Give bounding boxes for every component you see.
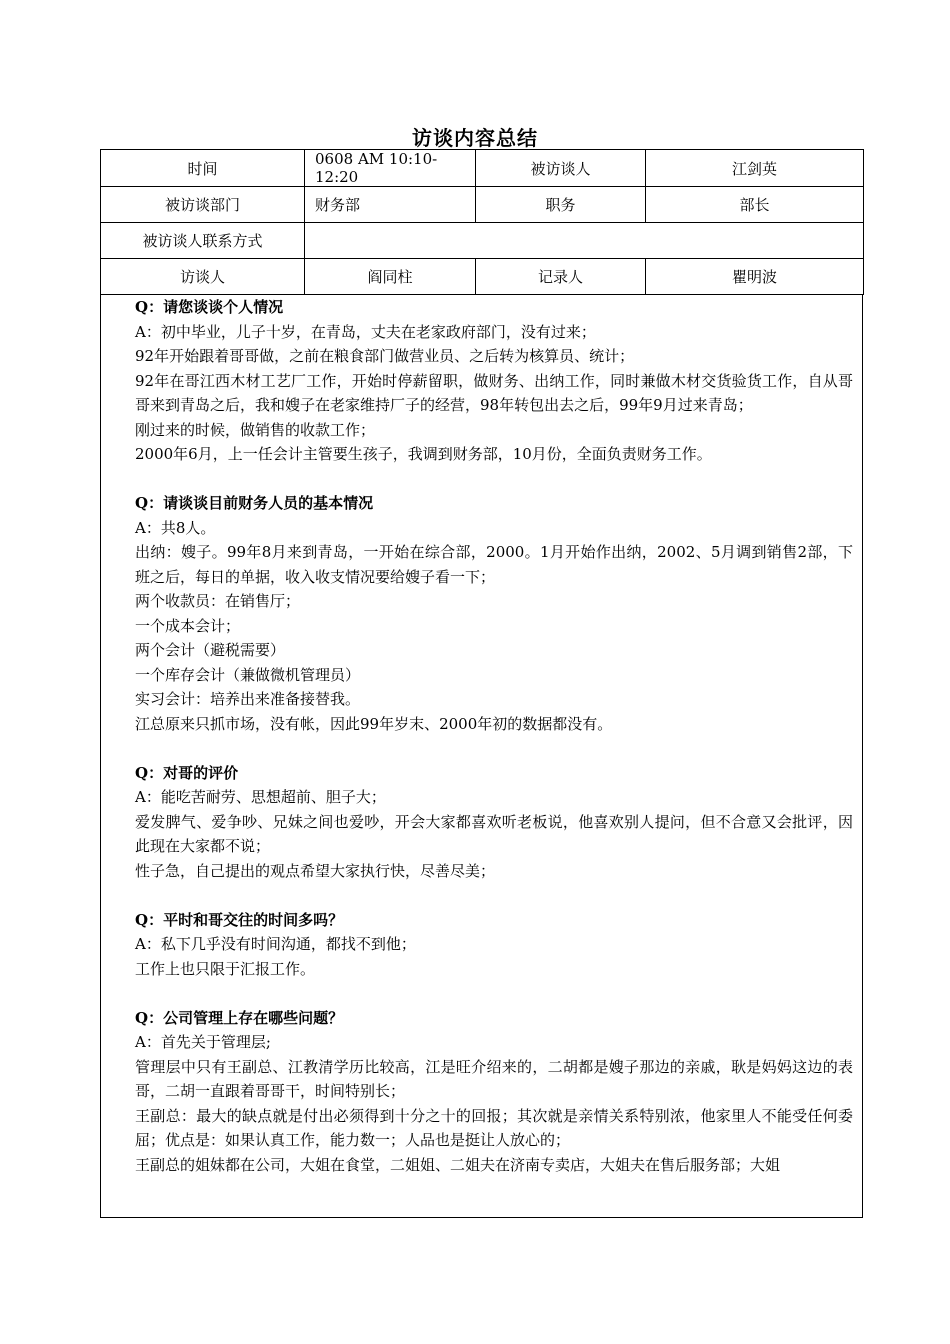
qa-block-management <box>135 1006 853 1178</box>
answer-line: 管理层中只有王副总、江教清学历比较高，江是旺介绍来的，二胡都是嫂子那边的亲戚，耿是妈妈这边的表哥，二胡一直跟着哥哥干，时间特别长； <box>135 1057 853 1100</box>
interviewee-label: 被访谈人 <box>476 150 646 187</box>
answer-line: 两个会计（避税需要） <box>135 641 286 659</box>
answer-line: A：能吃苦耐劳、思想超前、胆子大； <box>135 788 386 806</box>
question: Q：请您谈谈个人情况 <box>135 298 284 316</box>
answer-line: 王副总：最大的缺点就是付出必须得到十分之十的回报；其次就是亲情关系特别浓，他家里人不能受任何委屈；优点是：如果认真工作，能力数一；人品也是挺让人放心的； <box>135 1106 853 1149</box>
answer-line: 性子急，自己提出的观点希望大家执行快，尽善尽美； <box>135 861 496 880</box>
interviewer-value: 阎同柱 <box>305 259 476 295</box>
info-row-dept <box>101 187 864 223</box>
answer-line: A：私下几乎没有时间沟通，都找不到他； <box>135 935 416 953</box>
position-value: 部长 <box>646 187 864 223</box>
info-row-contact <box>101 223 864 259</box>
dept-label: 被访谈部门 <box>101 187 305 223</box>
info-table <box>100 149 864 295</box>
position-label: 职务 <box>476 187 646 223</box>
recorder-label: 记录人 <box>476 259 646 295</box>
answer-line: 出纳：嫂子。99年8月来到青岛，一开始在综合部，2000。1月开始作出纳，2002、5月调到销售2部，下班之后，每日的单据，收入收支情况要给嫂子看一下； <box>135 543 853 586</box>
answer-line: 爱发脾气、爱争吵、兄妹之间也爱吵，开会大家都喜欢听老板说，他喜欢别人提问，但不合意又会批评，因此现在大家都不说； <box>135 812 853 855</box>
dept-value: 财务部 <box>305 187 476 223</box>
contact-value <box>305 223 864 259</box>
interview-content <box>100 295 863 1218</box>
answer-line: 92年在哥江西木材工艺厂工作，开始时停薪留职，做财务、出纳工作，同时兼做木材交货验货工作，自从哥哥来到青岛之后，我和嫂子在老家维持厂子的经营，98年转包出去之后，99年9月过来青岛； <box>135 371 853 414</box>
answer-line: 工作上也只限于汇报工作。 <box>135 959 316 978</box>
answer-line: A：首先关于管理层; <box>135 1033 271 1051</box>
answer-line: 2000年6月，上一任会计主管要生孩子，我调到财务部，10月份，全面负责财务工作。 <box>135 445 712 463</box>
info-row-time <box>101 150 864 187</box>
interviewee-value: 江剑英 <box>646 150 864 187</box>
answer-line: 92年开始跟着哥哥做，之前在粮食部门做营业员、之后转为核算员、统计； <box>135 347 635 365</box>
answer-line: 实习会计：培养出来准备接替我。 <box>135 690 361 708</box>
answer-line: A：共8人。 <box>135 518 216 537</box>
answer-line: 两个收款员：在销售厅； <box>135 592 301 610</box>
page-title: 访谈内容总结 <box>412 126 538 150</box>
answer-line: A：初中毕业，儿子十岁，在青岛，丈夫在老家政府部门，没有过来； <box>135 322 596 341</box>
answer-line: 王副总的姐妹都在公司，大姐在食堂，二姐姐、二姐夫在济南专卖店，大姐夫在售后服务部；大姐 <box>135 1155 781 1174</box>
info-row-people <box>101 259 864 295</box>
answer-line: 刚过来的时候，做销售的收款工作； <box>135 420 376 439</box>
answer-line: 一个库存会计（兼做微机管理员） <box>135 665 361 684</box>
qa-block-personal <box>135 295 853 467</box>
answer-line: 一个成本会计； <box>135 616 241 635</box>
contact-label: 被访谈人联系方式 <box>101 223 305 259</box>
answer-line: 江总原来只抓市场，没有帐，因此99年岁末、2000年初的数据都没有。 <box>135 714 613 733</box>
qa-block-staff <box>135 491 853 736</box>
question: Q：请谈谈目前财务人员的基本情况 <box>135 494 374 512</box>
interviewer-label: 访谈人 <box>101 259 305 295</box>
time-value: 0608 AM 10:10-12:20 <box>305 150 476 187</box>
qa-block-contact-time <box>135 908 853 982</box>
question: Q：平时和哥交往的时间多吗？ <box>135 910 344 929</box>
qa-block-evaluation <box>135 761 853 884</box>
recorder-value: 瞿明波 <box>646 259 864 295</box>
question: Q：对哥的评价 <box>135 763 239 782</box>
time-label: 时间 <box>101 150 305 187</box>
question: Q：公司管理上存在哪些问题？ <box>135 1008 344 1027</box>
